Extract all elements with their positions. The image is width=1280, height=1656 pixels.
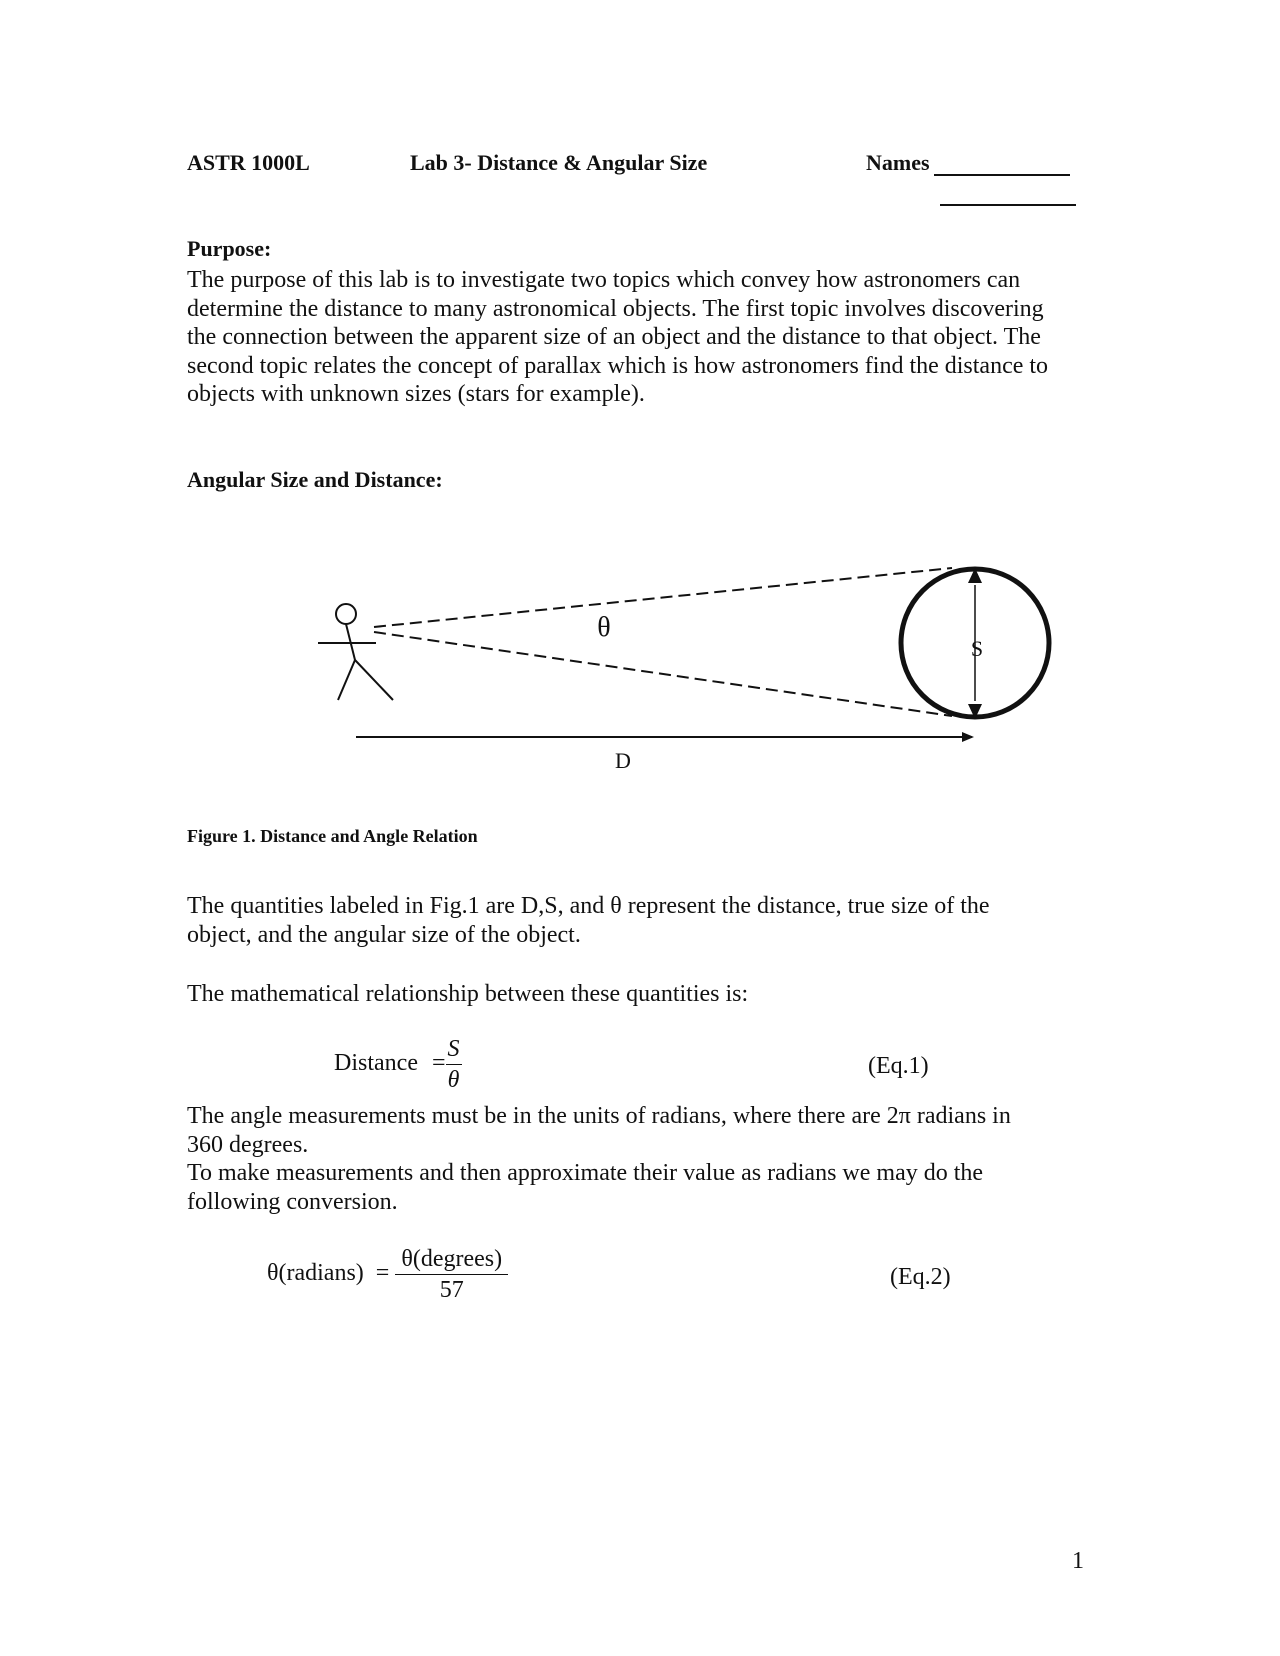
purpose-line: objects with unknown sizes (stars for example). [187, 381, 645, 407]
quantities-paragraph [187, 892, 1087, 949]
figure-caption: Figure 1. Distance and Angle Relation [187, 826, 478, 846]
purpose-heading: Purpose: [187, 236, 272, 261]
upper-sight-line [374, 568, 952, 627]
purpose-line: determine the distance to many astronomical objects. The first topic involves discovering [187, 295, 1044, 322]
observer-figure [318, 604, 393, 700]
radians-line: following conversion. [187, 1188, 398, 1215]
purpose-line: second topic relates the concept of parallax which is how astronomers find the distance to [187, 352, 1049, 379]
eq2-numerator: θ(degrees) [395, 1246, 508, 1275]
purpose-line: the connection between the apparent size of an object and the distance to that object. The [187, 324, 1041, 350]
eq2-lhs: θ(radians) [267, 1260, 364, 1287]
relationship-text: The mathematical relationship between these quantities is: [187, 981, 749, 1007]
eq2-denominator: 57 [439, 1277, 464, 1303]
purpose-line: The purpose of this lab is to investigate two topics which convey how astronomers can [187, 267, 1021, 293]
names-label: Names [866, 150, 930, 175]
equation-2 [267, 1246, 508, 1303]
equation-1 [334, 1036, 462, 1093]
eq1-equals: = [431, 1050, 446, 1077]
eq1-numerator: S [446, 1036, 462, 1065]
theta-label: θ [597, 612, 611, 643]
lab-title: Lab 3- Distance & Angular Size [410, 150, 708, 175]
radians-paragraph [187, 1102, 1087, 1216]
radians-line: The angle measurements must be in the units of radians, where there are 2π radians in [187, 1103, 1011, 1129]
eq2-label: (Eq.2) [890, 1264, 951, 1290]
lower-sight-line [374, 632, 952, 716]
radians-line: 360 degrees. [187, 1131, 309, 1158]
figure-distance-angle [0, 0, 1280, 820]
quantities-line: object, and the angular size of the object. [187, 921, 581, 948]
course-code: ASTR 1000L [187, 150, 310, 175]
eq1-fraction [446, 1036, 462, 1093]
s-label: S [970, 636, 984, 661]
radians-line: To make measurements and then approximate their value as radians we may do the [187, 1160, 984, 1186]
eq1-lhs: Distance [334, 1050, 418, 1077]
eq1-denominator: θ [447, 1067, 460, 1093]
quantities-line: The quantities labeled in Fig.1 are D,S, and θ represent the distance, true size of the [187, 893, 990, 919]
d-label: D [615, 748, 631, 773]
eq2-equals: = [375, 1260, 390, 1287]
page-number: 1 [1072, 1548, 1084, 1574]
eq1-label: (Eq.1) [868, 1053, 929, 1079]
section-heading: Angular Size and Distance: [187, 467, 443, 492]
eq2-fraction [395, 1246, 508, 1303]
